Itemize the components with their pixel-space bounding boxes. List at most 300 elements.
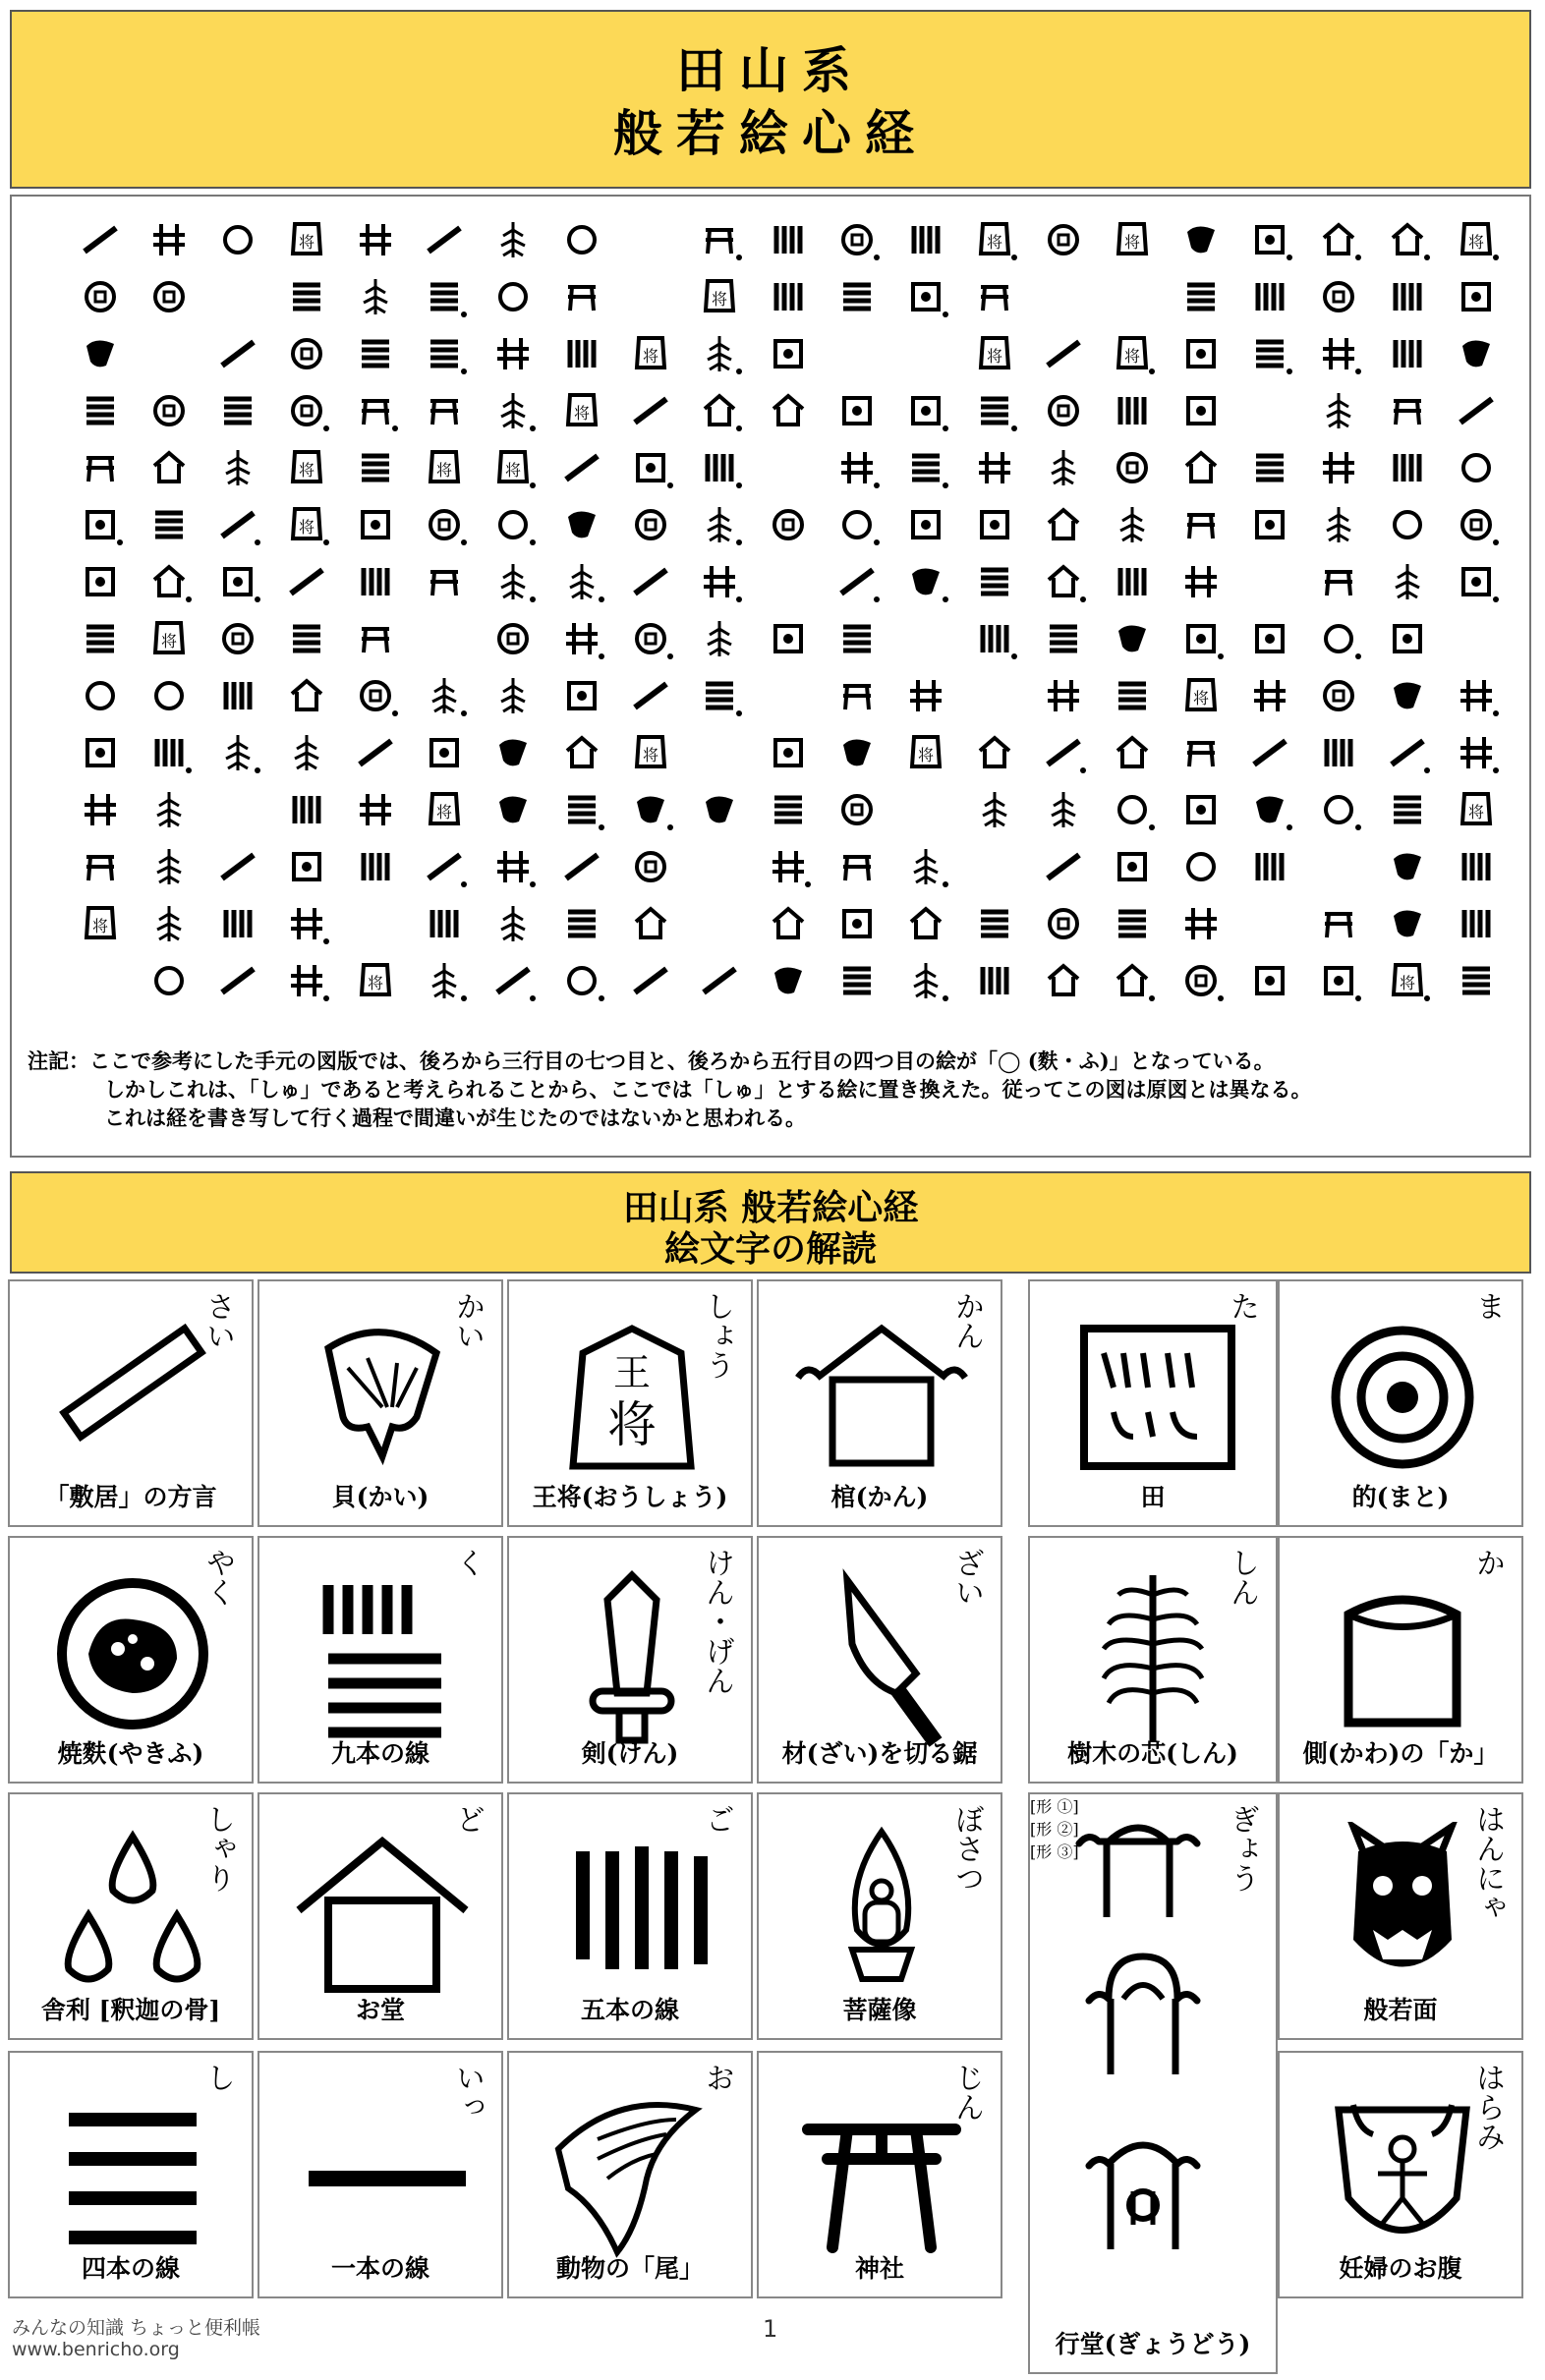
tree-core-icon: [1059, 1565, 1246, 1747]
sutra-pictograph: [774, 798, 802, 822]
sutra-pictograph: [501, 906, 525, 941]
sutra-pictograph: [706, 796, 733, 822]
sutra-pictograph: [1396, 283, 1419, 311]
sutra-dot: [874, 255, 880, 260]
nine-lines-icon: [289, 1565, 476, 1747]
gyodo-form3-icon: [1079, 2126, 1207, 2254]
sutra-pictograph: [153, 224, 185, 255]
sutra-dot: [1218, 653, 1224, 659]
title-banner: [10, 10, 1531, 189]
sutra-pictograph: [364, 279, 387, 314]
cell-meaning: 菩薩像: [842, 1996, 917, 2024]
saw-icon: [788, 1565, 975, 1747]
sutra-pictograph: [292, 681, 321, 709]
cell-reading: ざい: [949, 1548, 984, 1607]
sutra-pictograph: [843, 686, 871, 709]
svg-text:王: 王: [612, 1351, 652, 1394]
sutra-pictograph: [224, 625, 252, 652]
sutra-dot: [599, 995, 604, 1001]
sutra-dot: [1149, 995, 1155, 1001]
sutra-pictograph: [501, 222, 525, 257]
sutra-dot: [1287, 824, 1292, 830]
sutra-pictograph: [635, 969, 666, 992]
sutra-dot: [599, 653, 604, 659]
sutra-pictograph: [841, 570, 873, 594]
sutra-pictograph: [360, 741, 391, 765]
sutra-pictograph: [362, 682, 389, 709]
cylinder-icon: [1309, 1565, 1496, 1747]
sutra-pictograph: [637, 796, 664, 822]
note-line-3: これは経を書き写して行く過程で間違いが生じたのではないかと思われる。: [104, 1105, 806, 1130]
sutra-pictograph: [294, 854, 319, 879]
sutra-pictograph: [914, 963, 938, 998]
sutra-dot: [1493, 255, 1499, 260]
sutra-pictograph: [844, 911, 870, 936]
sutra-dot: [1355, 368, 1361, 374]
decode-cell-pregnant-belly: [1278, 2051, 1523, 2298]
sutra-pictograph: [635, 570, 666, 594]
sutra-dot: [1493, 767, 1499, 773]
svg-text:将: 将: [607, 1396, 657, 1453]
cell-reading: やく: [200, 1548, 235, 1607]
decode-cell-four-lines: [8, 2051, 254, 2298]
sutra-pictograph: [638, 455, 663, 481]
sutra-pictograph: [499, 625, 527, 652]
target-icon: [1309, 1309, 1496, 1491]
sutra-dot: [461, 881, 467, 887]
sutra-pictograph: [501, 678, 525, 713]
sutra-pictograph: [226, 450, 250, 485]
sutra-pictograph: [362, 629, 389, 652]
sutra-pictograph: [1460, 737, 1492, 768]
sutra-pictograph: [1257, 968, 1283, 993]
sutra-dot: [1149, 824, 1155, 830]
decode-cell-coffin-house: [757, 1279, 1002, 1527]
rice-field-icon: [1059, 1309, 1246, 1491]
sutra-pictograph: [1462, 794, 1490, 823]
sutra-pictograph: [360, 794, 391, 825]
footer-site-name: みんなの知識 ちょっと便利帳: [12, 2317, 261, 2339]
sutra-pictograph: [432, 963, 456, 998]
sutra-dot: [805, 881, 811, 887]
sutra-pictograph: [1395, 626, 1420, 652]
sutra-pictograph: [568, 511, 596, 538]
title-line1: 田山系: [676, 41, 865, 99]
sutra-pictograph: [1323, 338, 1354, 369]
sutra-pictograph: [913, 398, 939, 424]
svg-text:将: 将: [1467, 803, 1485, 822]
sutra-pictograph: [1120, 568, 1144, 595]
sutra-pictograph: [843, 969, 871, 992]
sutra-pictograph: [773, 396, 803, 425]
sutra-pictograph: [86, 340, 114, 367]
sutra-pictograph: [1326, 968, 1351, 993]
sutra-pictograph: [1323, 452, 1354, 483]
svg-text:将: 将: [986, 347, 1003, 366]
sutra-pictograph: [844, 398, 870, 424]
cell-meaning: 「敷居」の方言: [44, 1483, 217, 1511]
footer-url[interactable]: www.benricho.org: [12, 2339, 180, 2360]
cell-meaning: 剣(けん): [581, 1739, 679, 1768]
cell-reading: く: [450, 1548, 485, 1577]
cell-reading: けん・げん: [700, 1548, 734, 1695]
sutra-dot: [1080, 596, 1086, 602]
sutra-pictograph: [293, 285, 320, 309]
sutra-pictograph: [1324, 225, 1353, 254]
sutra-pictograph: [293, 224, 320, 254]
sutra-pictograph: [1460, 399, 1492, 423]
sutra-pictograph: [1462, 224, 1490, 254]
sutra-pictograph: [1325, 914, 1352, 937]
sutra-pictograph: [1396, 340, 1419, 368]
sutra-pictograph: [87, 740, 113, 765]
sutra-pictograph: [981, 912, 1008, 935]
sutra-dot: [461, 710, 467, 716]
sutra-pictograph: [1464, 853, 1488, 880]
cell-reading: ど: [450, 1804, 485, 1834]
sutra-pictograph: [362, 342, 389, 366]
sutra-pictograph: [776, 283, 800, 311]
sutra-pictograph: [499, 796, 527, 822]
sutra-pictograph: [86, 908, 114, 937]
five-lines-icon: [539, 1822, 725, 2004]
sutra-pictograph: [637, 338, 664, 368]
sutra-pictograph: [774, 967, 802, 993]
cell-meaning: 田: [1140, 1483, 1166, 1511]
sutra-pictograph: [86, 458, 114, 482]
sutra-dot: [461, 995, 467, 1001]
decode-cell-tree-core: [1028, 1536, 1278, 1784]
sutra-dot: [1011, 255, 1017, 260]
svg-text:将: 将: [1399, 974, 1416, 992]
sutra-pictograph: [430, 285, 458, 309]
svg-text:将: 将: [91, 917, 109, 935]
sutra-pictograph: [1188, 797, 1214, 822]
sutra-pictograph: [1325, 572, 1352, 595]
gyodo-form2-label: [形 ②]: [1030, 1820, 1079, 1839]
sutra-dot: [667, 824, 673, 830]
decode-cell-shrine: [757, 2051, 1002, 2298]
gyodo-reading: ぎょう: [1225, 1804, 1259, 1893]
cell-meaning: 動物の「尾」: [555, 2254, 704, 2283]
sutra-pictograph: [1326, 626, 1351, 652]
cell-meaning: 神社: [854, 2254, 904, 2283]
gyodo-form2-icon: [1079, 1952, 1207, 2079]
sutra-pictograph: [1394, 401, 1421, 425]
sutra-pictograph: [566, 623, 598, 654]
sutra-pictograph: [636, 909, 665, 937]
sutra-pictograph: [429, 855, 460, 878]
sutra-pictograph: [913, 284, 939, 310]
sutra-dot: [1355, 653, 1361, 659]
sutra-pictograph: [913, 512, 939, 538]
sutra-pictograph: [225, 569, 251, 595]
sutra-pictograph: [635, 684, 666, 708]
sutra-pictograph: [360, 224, 391, 255]
sutra-pictograph: [981, 338, 1008, 368]
sutra-pictograph: [430, 452, 458, 482]
sutra-pictograph: [706, 281, 733, 311]
svg-text:将: 将: [367, 974, 384, 992]
sutra-pictograph: [1118, 338, 1146, 368]
decode-cell-cylinder: [1278, 1536, 1523, 1784]
sutra-pictograph: [983, 625, 1006, 652]
sutra-pictograph: [772, 851, 804, 882]
sutra-pictograph: [154, 567, 184, 595]
sutra-dot: [392, 425, 398, 431]
sutra-pictograph: [1049, 510, 1078, 538]
sutra-pictograph: [566, 855, 598, 878]
cell-reading: た: [1225, 1291, 1259, 1321]
sutra-pictograph: [1394, 853, 1421, 879]
shell-icon: [289, 1309, 476, 1491]
sutra-pictograph: [156, 968, 182, 993]
sutra-pictograph: [1256, 456, 1284, 480]
cell-reading: しょう: [700, 1291, 734, 1380]
sutra-pictograph: [1050, 910, 1077, 937]
sutra-pictograph: [1118, 454, 1146, 482]
cell-meaning: 九本の線: [330, 1739, 429, 1768]
sutra-pictograph: [291, 570, 322, 594]
sutra-pictograph: [1048, 741, 1079, 765]
sutra-pictograph: [87, 683, 113, 708]
sutra-pictograph: [570, 564, 594, 599]
sutra-pictograph: [1118, 224, 1146, 254]
sutra-pictograph: [843, 285, 871, 309]
cell-reading: はんにゃ: [1470, 1804, 1505, 1922]
sutra-dot: [1011, 425, 1017, 431]
sutra-dot: [392, 710, 398, 716]
gyodo-form1-icon: [1069, 1814, 1207, 1922]
svg-text:将: 将: [642, 347, 659, 366]
sutra-pictograph: [983, 792, 1006, 827]
sutra-pictograph: [980, 738, 1009, 766]
decode-cell-relics: [8, 1792, 254, 2040]
sutra-dot: [1149, 368, 1155, 374]
svg-text:将: 将: [298, 233, 315, 252]
sword-icon: [539, 1565, 725, 1747]
sutra-dot: [461, 368, 467, 374]
sutra-pictograph: [1118, 912, 1146, 935]
title-line2: 般若絵心経: [613, 104, 928, 162]
svg-text:将: 将: [298, 518, 315, 537]
footer-site: [12, 2317, 260, 2360]
sutra-dot: [943, 425, 948, 431]
svg-text:将: 将: [573, 404, 591, 423]
decode-cell-temple-hall: [258, 1792, 503, 2040]
cell-meaning: 般若面: [1363, 1996, 1438, 2024]
cell-reading: じん: [949, 2063, 984, 2122]
page-number: 1: [763, 2315, 778, 2343]
sutra-pictograph: [706, 684, 733, 708]
sutra-pictograph-grid: [31, 210, 1506, 1046]
sutra-dot: [1355, 255, 1361, 260]
sutra-dot: [943, 881, 948, 887]
decode-cell-gyodo: [1028, 1792, 1278, 2374]
sutra-dot: [1287, 255, 1292, 260]
sutra-pictograph: [497, 969, 529, 992]
sutra-pictograph: [86, 627, 114, 651]
sutra-dot: [943, 482, 948, 488]
sutra-pictograph: [500, 284, 526, 310]
sutra-dot: [530, 596, 536, 602]
sutra-pictograph: [86, 857, 114, 880]
sutra-pictograph: [226, 735, 250, 770]
sutra-pictograph: [566, 456, 598, 480]
sutra-pictograph: [569, 683, 595, 708]
svg-text:将: 将: [642, 746, 659, 765]
sutra-pictograph: [222, 513, 254, 537]
sutra-pictograph: [1258, 853, 1282, 880]
sutra-pictograph: [1327, 739, 1350, 766]
sutra-pictograph: [430, 572, 458, 595]
sutra-pictograph: [293, 340, 320, 368]
decode-cell-nine-lines: [258, 1536, 503, 1784]
sutra-dot: [1011, 653, 1017, 659]
sutra-pictograph: [1185, 908, 1217, 939]
sutra-pictograph: [430, 342, 458, 366]
svg-text:将: 将: [1467, 233, 1485, 252]
sutra-dot: [186, 767, 192, 773]
sutra-dot: [1493, 596, 1499, 602]
sutra-pictograph: [1119, 854, 1145, 879]
sutra-pictograph: [569, 227, 595, 253]
sutra-pictograph: [1050, 226, 1077, 254]
sutra-pictograph: [500, 512, 526, 538]
sutra-pictograph: [155, 283, 183, 311]
sutra-pictograph: [1394, 965, 1421, 994]
sutra-pictograph: [843, 857, 871, 880]
decode-cell-one-line: [258, 2051, 503, 2298]
cell-meaning: 貝(かい): [331, 1483, 429, 1511]
sutra-pictograph: [1187, 743, 1215, 766]
one-line-icon: [289, 2080, 476, 2262]
sutra-dot: [599, 596, 604, 602]
sutra-pictograph: [914, 226, 938, 254]
sutra-pictograph: [501, 564, 525, 599]
four-lines-icon: [39, 2080, 226, 2262]
sutra-pictograph: [708, 454, 731, 482]
decode-cell-sword: [507, 1536, 753, 1784]
sutra-pictograph: [157, 739, 181, 766]
cell-meaning: 材(ざい)を切る鋸: [781, 1739, 978, 1768]
sutra-pictograph: [637, 853, 664, 880]
sutra-pictograph: [1396, 564, 1419, 599]
sutra-pictograph: [1392, 741, 1423, 765]
sutra-dot: [1493, 710, 1499, 716]
sutra-pictograph: [1462, 969, 1490, 992]
sutra-pictograph: [1188, 341, 1214, 367]
sutra-pictograph: [774, 511, 802, 538]
coffin-house-icon: [788, 1309, 975, 1491]
sutra-dot: [874, 596, 880, 602]
sutra-pictograph: [1050, 397, 1077, 425]
sutra-pictograph: [87, 569, 113, 595]
sutra-pictograph: [157, 849, 181, 884]
sutra-pictograph: [224, 399, 252, 423]
sutra-pictograph: [1258, 283, 1282, 311]
sutra-dot: [736, 425, 742, 431]
sutra-pictograph: [362, 965, 389, 994]
sutra-pictograph: [291, 965, 322, 996]
sutra-dot: [323, 995, 329, 1001]
sutra-pictograph: [775, 740, 801, 765]
sutra-pictograph: [910, 680, 942, 711]
sutra-pictograph: [1120, 507, 1144, 542]
sutra-pictograph: [499, 739, 527, 765]
cell-reading: かん: [949, 1291, 984, 1350]
svg-text:将: 将: [1123, 233, 1141, 252]
sutra-pictograph: [568, 912, 596, 935]
sutra-pictograph: [85, 228, 116, 252]
sutra-pictograph: [1048, 680, 1079, 711]
hannya-mask-icon: [1309, 1822, 1496, 2004]
sutra-pictograph: [293, 452, 320, 482]
svg-text:将: 将: [917, 746, 935, 765]
sutra-pictograph: [1256, 796, 1284, 822]
cell-reading: いっ: [450, 2063, 485, 2122]
sutra-pictograph: [363, 512, 388, 538]
sutra-pictograph: [1049, 966, 1078, 994]
sutra-pictograph: [1117, 966, 1147, 994]
sutra-pictograph: [1460, 680, 1492, 711]
sutra-pictograph: [225, 227, 251, 253]
beam-icon: [39, 1309, 226, 1491]
sutra-pictograph: [295, 735, 318, 770]
sutra-pictograph: [708, 621, 731, 656]
sutra-pictograph: [1327, 507, 1350, 542]
svg-text:将: 将: [1192, 689, 1210, 708]
temple-hall-icon: [289, 1822, 476, 2004]
decode-cell-target: [1278, 1279, 1523, 1527]
sutra-pictograph: [430, 401, 458, 425]
cell-reading: ま: [1470, 1291, 1505, 1321]
sutra-dot: [736, 539, 742, 545]
sutra-dot: [255, 539, 260, 545]
sutra-pictograph: [1187, 226, 1215, 253]
note-line-2: しかしこれは、「しゅ」であると考えられることから、ここでは「しゅ」とする絵に置き換えた。従ってこの図は原図とは異なる。: [104, 1077, 1312, 1102]
sutra-pictograph: [1254, 741, 1286, 765]
sutra-pictograph: [432, 910, 456, 937]
cell-reading: はらみ: [1470, 2063, 1505, 2151]
decode-cell-beam: [8, 1279, 254, 1527]
sutra-dot: [186, 596, 192, 602]
sutra-pictograph: [155, 397, 183, 425]
sutra-pictograph: [911, 909, 941, 937]
sutra-pictograph: [1463, 284, 1489, 310]
sutra-pictograph: [1118, 625, 1146, 652]
cell-reading: ご: [700, 1804, 734, 1834]
sutra-pictograph: [843, 796, 871, 823]
sutra-pictograph: [222, 855, 254, 878]
cell-meaning: 樹木の芯(しん): [1067, 1739, 1238, 1768]
svg-text:将: 将: [1123, 347, 1141, 366]
sutra-pictograph: [568, 798, 596, 822]
sutra-pictograph: [704, 969, 735, 992]
sutra-pictograph: [1395, 512, 1420, 538]
pregnant-belly-icon: [1309, 2080, 1496, 2262]
decode-cell-five-lines: [507, 1792, 753, 2040]
sutra-pictograph: [912, 737, 940, 766]
sutra-pictograph: [226, 682, 250, 709]
sutra-pictograph: [87, 512, 113, 538]
sutra-dot: [1080, 767, 1086, 773]
cell-reading: しん: [1225, 1548, 1259, 1607]
sutra-pictograph: [1185, 566, 1217, 597]
sutra-pictograph: [1396, 454, 1419, 482]
sutra-pictograph: [155, 623, 183, 652]
sutra-pictograph: [1393, 225, 1422, 254]
